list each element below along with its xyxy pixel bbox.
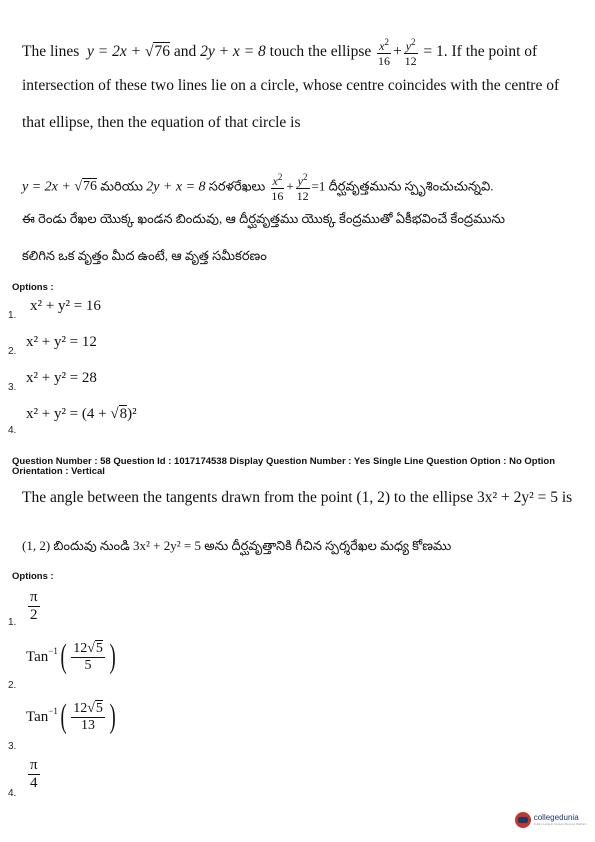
options-label: Options : bbox=[12, 571, 54, 582]
option-number: 3. bbox=[8, 741, 17, 752]
option-3[interactable]: Tan $^{-1}$ ( $\frac{12√5}{13}$ ) bbox=[26, 698, 116, 735]
logo-text: collegedunia bbox=[533, 813, 579, 822]
option-number: 3. bbox=[8, 382, 17, 393]
logo-tagline: India's Largest Student Review Platform bbox=[533, 822, 587, 826]
q58-english: The angle between the tangents drawn from the point (1, 2) to the ellipse 3x² + 2y² = 5 is bbox=[22, 489, 573, 506]
option-3[interactable]: x² + y² = 28 bbox=[26, 370, 97, 386]
option-number: 4. bbox=[8, 788, 17, 799]
option-4[interactable]: $\frac{\pi}{4}$ bbox=[30, 757, 38, 791]
q57-english-line3: that ellipse, then the equation of that circle is bbox=[22, 114, 301, 131]
option-number: 4. bbox=[8, 425, 17, 436]
collegedunia-logo bbox=[515, 812, 587, 828]
option-4[interactable]: x² + y² = (4 + √8)² bbox=[26, 406, 137, 422]
q57-english-line1: The lines y = 2x + √76 and 2y + x = 8 touch the ellipse $\frac{x^2}{16}$ + $\frac{y^2}{12}$ = 1. If the point of bbox=[22, 37, 538, 68]
option-number: 1. bbox=[8, 310, 17, 321]
logo-icon bbox=[515, 812, 531, 828]
q57-telugu-line3: కలిగిన ఒక వృత్తం మీద ఉంటే, ఆ వృత్త సమీకరణం bbox=[22, 248, 267, 263]
option-1[interactable]: x² + y² = 16 bbox=[30, 298, 101, 314]
q58-telugu: (1, 2) బిందువు నుండి 3x² + 2y² = 5 అను దీర్ఘవృత్తానికి గీచిన స్పర్శరేఖల మధ్య కోణము bbox=[22, 538, 452, 553]
option-number: 2. bbox=[8, 346, 17, 357]
option-number: 1. bbox=[8, 617, 17, 628]
options-label: Options : bbox=[12, 282, 54, 293]
q57-telugu-line1: y = 2x + √76 మరియు 2y + x = 8 సరళరేఖలు $\frac{x^2}{16}$ + $\frac{y^2}{12}$ =1 దీర్ఘవృత్తమును స్పృశించుచున్నవి. bbox=[22, 172, 494, 203]
question-meta: Question Number : 58 Question Id : 1017174538 Display Question Number : Yes Single Line Question Option : No Option Orientation : Vertical bbox=[12, 456, 556, 477]
q57-english-line2: intersection of these two lines lie on a circle, whose centre coincides with the centre of bbox=[22, 77, 560, 94]
option-number: 2. bbox=[8, 680, 17, 691]
option-2[interactable]: Tan $^{-1}$ ( $\frac{12√5}{5}$ ) bbox=[26, 638, 116, 675]
option-1[interactable]: $\frac{\pi}{2}$ bbox=[30, 589, 38, 623]
option-2[interactable]: x² + y² = 12 bbox=[26, 334, 97, 350]
q57-telugu-line2: ఈ రెండు రేఖల యొక్క ఖండన బిందువు, ఆ దీర్ఘవృత్తము యొక్క కేంద్రముతో ఏకీభవించే కేంద్రమును bbox=[22, 211, 505, 226]
